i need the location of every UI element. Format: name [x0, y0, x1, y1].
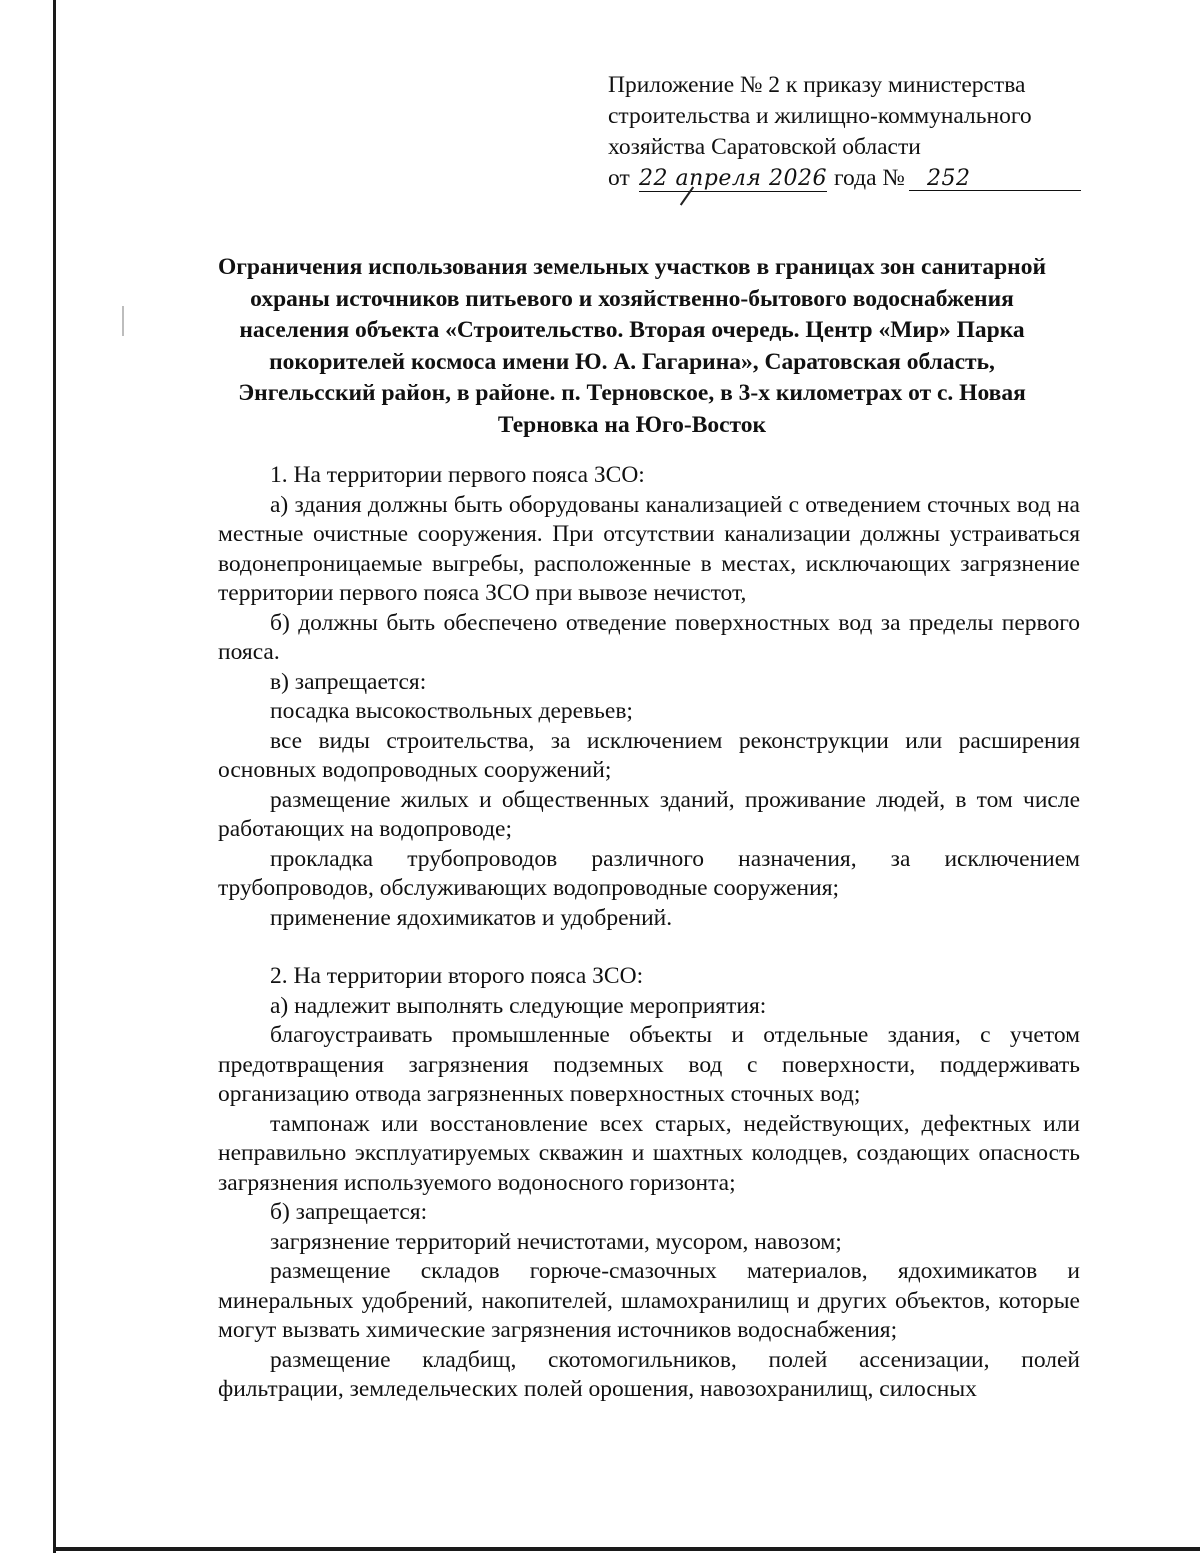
paragraph: тампонаж или восстановление всех старых, недействующих, дефектных или неправильно эксплуатируемых скважин и шахтных колодцев, создающих опасность загрязнения используемого водоносного горизонта; — [218, 1110, 1080, 1196]
paragraph: а) надлежит выполнять следующие мероприятия: — [270, 992, 767, 1019]
paragraph: б) должны быть обеспечено отведение поверхностных вод за пределы первого пояса. — [218, 609, 1080, 665]
section-2-heading: 2. На территории второго пояса ЗСО: — [270, 963, 644, 989]
appendix-line-3: хозяйства Саратовской области — [608, 134, 921, 160]
paragraph: посадка высокоствольных деревьев; — [270, 698, 633, 724]
section-gap — [218, 933, 1080, 962]
handwritten-date: 22 апреля 2026 — [639, 166, 827, 191]
appendix-date-line — [608, 163, 1088, 194]
handwritten-number: 252 — [927, 166, 971, 191]
year-number-label: года № — [834, 165, 905, 191]
date-field — [639, 163, 827, 192]
paragraph: а) здания должны быть оборудованы канализацией с отведением сточных вод на местные очистные сооружения. При отсутствии канализации должны устраиваться водонепроницаемые выгребы, расположенные в местах, исключающих загрязнение территории первого пояса ЗСО при вывозе нечистот, — [218, 491, 1080, 606]
paragraph: размещение кладбищ, скотомогильников, полей ассенизации, полей фильтрации, земледельческих полей орошения, навозохранилищ, силосных — [218, 1346, 1080, 1402]
scan-artifact — [122, 306, 124, 336]
paragraph: размещение жилых и общественных зданий, проживание людей, в том числе работающих на водопроводе; — [218, 786, 1080, 842]
scan-border-left — [53, 0, 56, 1553]
scan-border-bottom — [53, 1547, 1200, 1551]
section-1-heading: 1. На территории первого пояса ЗСО: — [270, 462, 645, 488]
document-body — [218, 461, 1080, 1405]
paragraph: б) запрещается: — [270, 1199, 428, 1225]
paragraph: загрязнение территорий нечистотами, мусором, навозом; — [270, 1228, 842, 1255]
appendix-line-1: Приложение № 2 к приказу министерства — [608, 72, 1026, 98]
paragraph: благоустраивать промышленные объекты и отдельные здания, с учетом предотвращения загрязнения подземных вод с поверхности, поддерживать организацию отвода загрязненных поверхностных сточных вод; — [218, 1022, 1080, 1107]
document-title: Ограничения использования земельных участков в границах зон санитарной охраны источников питьевого и хозяйственно-бытового водоснабжения населения объекта «Строительство. Вторая очередь. Центр «Мир» Парка покорителей космоса имени Ю. А. Гагарина», Саратовская область, Энгельсский район, в районе. п. Терновское, в 3-х километрах от с. Новая Терновка на Юго-Восток — [217, 254, 1047, 438]
order-number-field — [909, 163, 1081, 191]
paragraph: размещение складов горюче-смазочных материалов, ядохимикатов и минеральных удобрений, накопителей, шламохранилищ и других объектов, которые могут вызвать химические загрязнения источников водоснабжения; — [218, 1258, 1080, 1343]
paragraph: применение ядохимикатов и удобрений. — [270, 904, 673, 931]
appendix-header — [608, 70, 1088, 194]
paragraph: прокладка трубопроводов различного назначения, за исключением трубопроводов, обслуживающих водопроводные сооружения; — [218, 845, 1080, 901]
paragraph: в) запрещается: — [270, 668, 427, 695]
from-label: от — [608, 165, 630, 191]
paragraph: все виды строительства, за исключением реконструкции или расширения основных водопроводных сооружений; — [218, 727, 1080, 783]
appendix-line-2: строительства и жилищно-коммунального — [608, 103, 1032, 129]
